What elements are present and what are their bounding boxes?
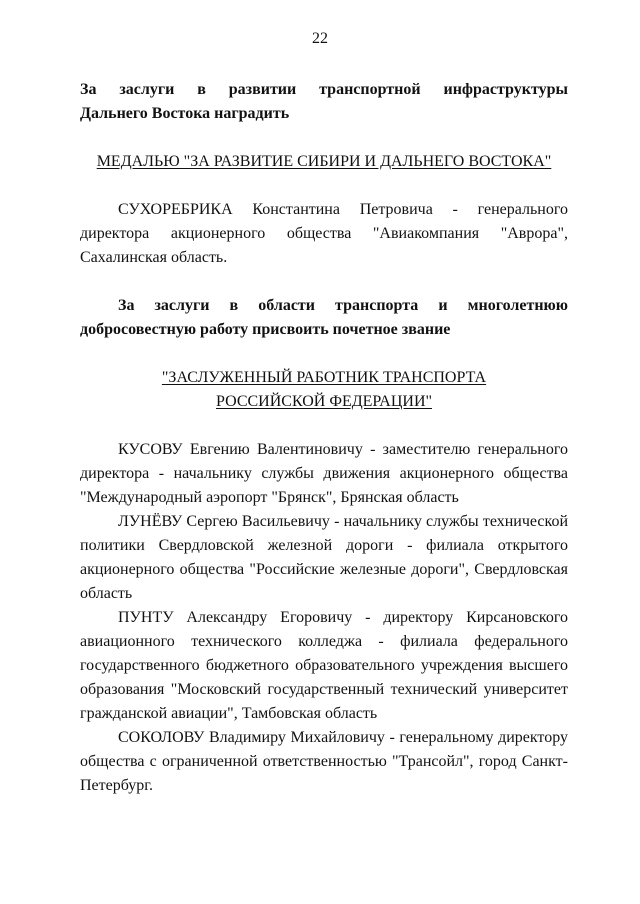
award-title-block bbox=[80, 150, 568, 174]
section2-intro-line1: За заслуги в области транспорта и многолетнюю bbox=[118, 297, 568, 314]
honorary-title-block bbox=[80, 366, 568, 414]
honorary-title-line1: "ЗАСЛУЖЕННЫЙ РАБОТНИК ТРАНСПОРТА bbox=[161, 369, 487, 386]
section2-intro-line2: добросовестную работу присвоить почетное звание bbox=[80, 321, 451, 338]
list-item: КУСОВУ Евгению Валентиновичу - заместителю генерального директора - начальнику службы движения акционерного общества "Международный аэропорт "Брянск", Брянская область bbox=[80, 441, 568, 506]
section2-intro bbox=[80, 294, 568, 342]
award-recipient-block bbox=[80, 198, 568, 270]
section1-intro-line2: Дальнего Востока наградить bbox=[80, 105, 290, 122]
list-item: ЛУНЁВУ Сергею Васильевичу - начальнику службы технической политики Свердловской железной дороги - филиала открытого акционерного общества "Российские железные дороги", Свердловская область bbox=[80, 513, 568, 602]
list-item: СОКОЛОВУ Владимиру Михайловичу - генеральному директору общества с ограниченной ответственностью "Трансойл", город Санкт-Петербург. bbox=[80, 729, 568, 794]
honorary-title-line2: РОССИЙСКОЙ ФЕДЕРАЦИИ" bbox=[215, 393, 433, 410]
section1-intro bbox=[80, 78, 568, 126]
section1-intro-line1: За заслуги в развитии транспортной инфраструктуры bbox=[80, 81, 568, 98]
honorary-recipients-list bbox=[80, 438, 568, 798]
award-recipient: СУХОРЕБРИКА Константина Петровича - генерального директора акционерного общества "Авиакомпания "Аврора", Сахалинская область. bbox=[80, 201, 568, 266]
list-item: ПУНТУ Александру Егоровичу - директору Кирсановского авиационного технического колледжа - филиала федерального государственного бюджетного образовательного учреждения высшего образования "Московский государственный технический университет гражданской авиации", Тамбовская область bbox=[80, 609, 568, 722]
award-title: МЕДАЛЬЮ "ЗА РАЗВИТИЕ СИБИРИ И ДАЛЬНЕГО ВОСТОКА" bbox=[96, 153, 552, 170]
page-number: 22 bbox=[312, 30, 328, 47]
